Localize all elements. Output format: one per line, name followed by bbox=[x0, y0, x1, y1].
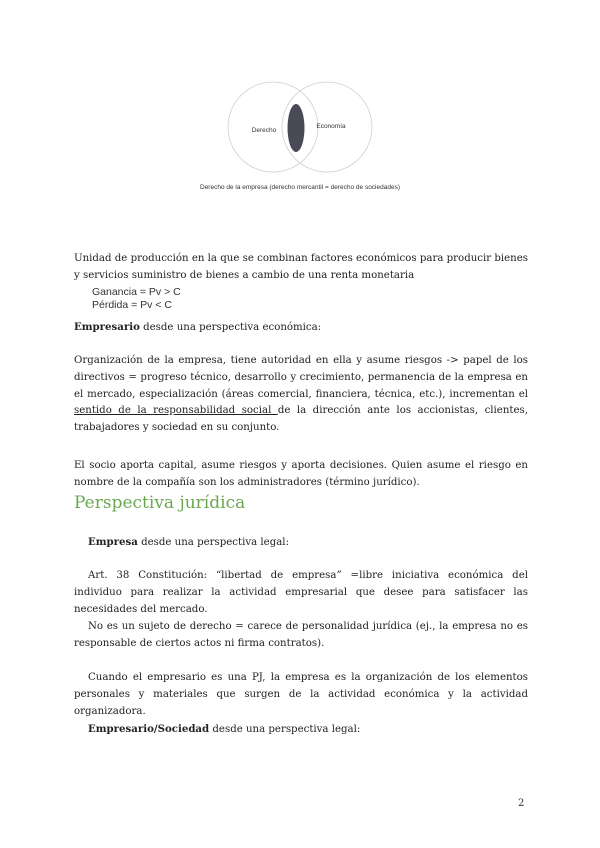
paragraph-text: desde una perspectiva legal: bbox=[209, 724, 361, 735]
paragraph-art38: Art. 38 Constitución: “libertad de empresa” =libre iniciativa económica del individuo para realizar la actividad empresarial que desee para satisfacer las necesidades del mercado. bbox=[74, 570, 528, 615]
paragraph-text: Organización de la empresa, tiene autoridad en ella y asume riesgos -> papel de los directivos = progreso técnico, desarrollo y crecimiento, permanencia de la empresa en el mercado, especialización (áreas comercial, financiera, técnica, etc.), incrementan el bbox=[74, 355, 528, 400]
paragraph-text: de la dirección ante los accionistas, clientes, trabajadores y sociedad en su conjunto. bbox=[74, 405, 528, 434]
paragraph-text: desde una perspectiva legal: bbox=[137, 537, 289, 548]
formula-perdida: Pérdida = Pv < C bbox=[92, 299, 172, 311]
paragraph-empresario-sociedad bbox=[74, 721, 528, 739]
bold-term: Empresario/Sociedad bbox=[88, 723, 210, 735]
paragraph-text: desde una perspectiva económica: bbox=[139, 322, 322, 333]
paragraph-empresa-legal bbox=[74, 534, 528, 552]
venn-right-label: Economía bbox=[316, 123, 346, 130]
formula-ganancia: Ganancia = Pv > C bbox=[92, 286, 181, 298]
section-heading: Perspectiva jurídica bbox=[74, 493, 246, 513]
paragraph-empresario-economica bbox=[74, 319, 528, 337]
bold-term: Empresario bbox=[74, 321, 140, 333]
paragraph-socio: El socio aporta capital, asume riesgos y aporta decisiones. Quien asume el riesgo en nombre de la compañía son los administradores (término jurídico). bbox=[74, 460, 528, 488]
venn-diagram bbox=[215, 80, 385, 180]
paragraph-organizacion bbox=[74, 353, 528, 437]
diagram-caption: Derecho de la empresa (derecho mercantil = derecho de sociedades) bbox=[200, 184, 400, 191]
paragraph-empresario-pj: Cuando el empresario es una PJ, la empresa es la organización de los elementos personales y materiales que surgen de la actividad económica y la actividad organizadora. bbox=[74, 672, 528, 717]
underlined-phrase: sentido de la responsabilidad social bbox=[74, 405, 278, 417]
venn-left-label: Derecho bbox=[251, 127, 277, 134]
paragraph-definition: Unidad de producción en la que se combinan factores económicos para producir bienes y servicios suministro de bienes a cambio de una renta monetaria bbox=[74, 253, 528, 281]
bold-term: Empresa bbox=[88, 536, 138, 548]
venn-intersection bbox=[288, 104, 305, 152]
page-number: 2 bbox=[518, 798, 525, 809]
paragraph-sujeto-derecho: No es un sujeto de derecho = carece de personalidad jurídica (ej., la empresa no es responsable de ciertos actos ni firma contratos). bbox=[74, 621, 528, 649]
